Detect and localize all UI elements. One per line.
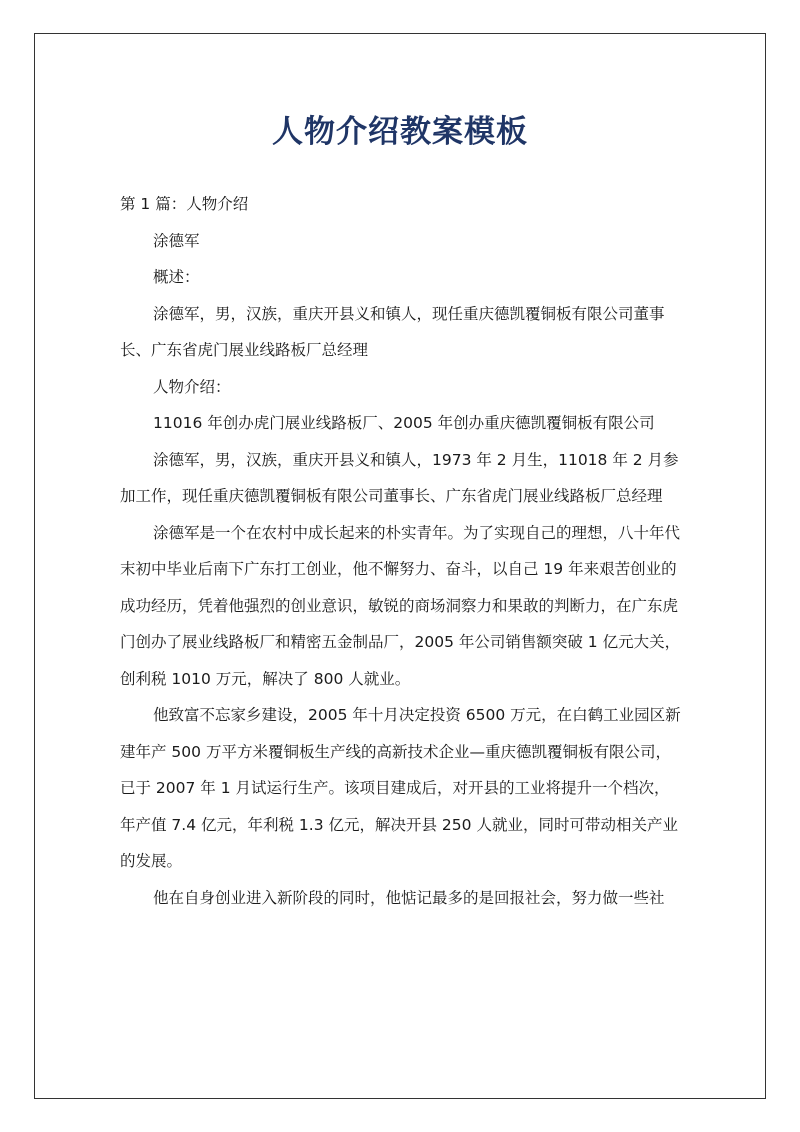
paragraph-entrepreneurship: 涂德军是一个在农村中成长起来的朴实青年。为了实现自己的理想，八十年代末初中毕业后南下广东打工创业，他不懈努力、奋斗，以自己 19 年来艰苦创业的成功经历，凭着他强烈的创业意识，敏锐的商场洞察力和果敢的判断力，在广东虎门创办了展业线路板厂和精密五金制品厂，2005 年公司销售额突破 1 亿元大关，创利税 1010 万元，解决了 800 人就业。 [120,523,681,688]
paragraph-giving-back: 他在自身创业进入新阶段的同时，他惦记最多的是回报社会，努力做一些社 [153,888,665,907]
paragraph-overview-label: 概述： [153,268,200,286]
chapter-heading: 第 1 篇：人物介绍 [120,195,249,213]
document-title: 人物介绍教案模板 [272,114,528,150]
paragraph-hometown-investment: 他致富不忘家乡建设，2005 年十月决定投资 6500 万元，在白鹤工业园区新建年产 500 万平方米覆铜板生产线的高新技术企业—重庆德凯覆铜板有限公司，已于 2007 年 1 月试运行生产。该项目建成后，对开县的工业将提升一个档次，年产值 7.4 亿元，年利税 1.3 亿元，解决开县 250 人就业，同时可带动相关产业的发展。 [120,706,681,870]
paragraph-person-name: 涂德军 [153,231,200,250]
paragraph-biography: 涂德军，男，汉族，重庆开县义和镇人，1973 年 2 月生，11018 年 2 月参加工作，现任重庆德凯覆铜板有限公司董事长、广东省虎门展业线路板厂总经理 [120,450,679,505]
paragraph-overview: 涂德军，男，汉族，重庆开县义和镇人，现任重庆德凯覆铜板有限公司董事长、广东省虎门展业线路板厂总经理 [120,304,665,359]
paragraph-intro-label: 人物介绍： [153,377,231,396]
document-body [120,186,682,916]
paragraph-founding: 11016 年创办虎门展业线路板厂、2005 年创办重庆德凯覆铜板有限公司 [153,414,655,432]
